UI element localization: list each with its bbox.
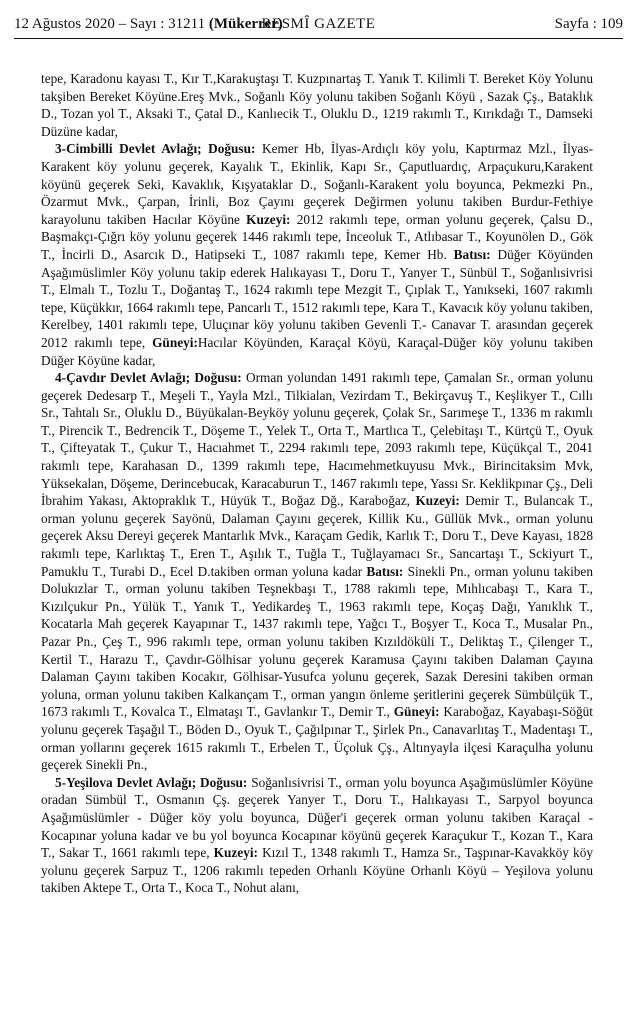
bold-heading: Batısı:	[366, 563, 404, 579]
paragraph-text: Sinekli Pn., orman yolunu takiben Dolukızlar T., orman yolunu takiben Teşnekbaşı T., 1788 rakımlı tepe, Mıhlıcabaşı T., Kara T., Kızılçukur Pn., Yülük T., Yanık T., Yedikardeş T., 1963 rakımlı tepe, Koçaş Dağı, Yanıklık T., Kocatarla Mah geçerek Kayapınar T., 1437 rakımlı tepe, Yağcı T., Boşyer T., Koca T., Musalar Pn., Pazar Pn., Çeş T., 996 rakımlı tepe, orman yolunu takiben Kızıldöküli T., Deliktaş T., Çilenger T., Kertil T., Harazu T., Çavdır-Gölhisar yolunu geçerek Karamusa Çayını takiben Dalaman Çayına Dalaman Çayını takiben Kocakır, Gölhisar-Yusufca yolunu geçerek, Sazak Deresini takiben orman yoluna, orman yolunu takiben Kalkançam T., orman yangın önleme şeritlerini geçerek Sümbülçük T., 1673 rakımlı T., Kovalca T., Elmataşı T., Gavlankır T., Demir T.,	[41, 563, 593, 720]
paragraph	[41, 774, 593, 897]
paragraph-text: Soğanlısivrisi T., orman yolu boyunca Aşağımüslümler Köyüne oradan Sümbül T., Osmanın Çş. geçerek Yanyer T., Doru T., Halıkayası T., Sarpyol boyunca Aşağımüslümler - Düğer köy yolu boyunca, Düğer'i geçerek orman yolunu takiben Karaçal - Kocapınar yoluna kadar ve bu yol boyunca Kocapınar köyünü geçerek Karaçukur T., Kozan T., Kara T., Sakar T., 1661 rakımlı tepe,	[41, 774, 593, 861]
document-body	[41, 70, 593, 897]
header-title: RESMÎ GAZETE	[261, 16, 376, 32]
header-rule	[14, 38, 623, 39]
bold-heading: 5-Yeşilova Devlet Avlağı; Doğusu:	[55, 774, 248, 790]
paragraph-text: tepe, Karadonu kayası T., Kır T.,Karakuştaşı T. Kuzpınartaş T. Yanık T. Kilimli T. Bereket Köy Yolunu takşiben Bereket Köyüne.Ereş Mvk., Soğanlı Köy yolunu takiben Soğanlı Köyü , Sazak Çş., Bataklık D., Tozan yol T., Aksaki T., Çatal D., Kanlıecik T., Oluklu D., 1219 rakımlı T., Kırıkdağı T., Damseki Düzüne kadar,	[41, 71, 593, 139]
page-header	[14, 14, 623, 38]
header-page-number: Sayfa : 109	[554, 16, 623, 32]
bold-heading: Batısı:	[453, 246, 491, 262]
paragraph-text: Kızıl T., 1348 rakımlı T., Hamza Sr., Taşpınar-Kavakköy köy yolunu geçerek Sarpuz T., 1206 rakımlı tepeden Orhanlı Köyüne Orhanlı Köyü – Yeşilova yolunu takiben Aktepe T., Orta T., Koca T., Nohut alanı,	[41, 845, 593, 896]
bold-heading: Kuzeyi:	[213, 845, 258, 861]
bold-heading: 4-Çavdır Devlet Avlağı; Doğusu:	[55, 370, 242, 386]
bold-heading: Kuzeyi:	[246, 211, 291, 227]
bold-heading: Kuzeyi:	[415, 493, 460, 509]
paragraph	[41, 140, 593, 369]
paragraph	[41, 70, 593, 140]
header-mukerrer: (Mükerrer)	[208, 16, 283, 32]
bold-heading: Güneyi:	[393, 704, 440, 720]
paragraph-text: Hacılar Köyünden, Karaçal Köyü, Karaçal-Düğer köy yolunu takiben Düğer Köyüne kadar,	[41, 334, 594, 368]
paragraph-text: 2012 rakımlı tepe, orman yolunu geçerek, Çalsu D., Başmakçı-Çığrı köy yolunu geçerek 1446 rakımlı tepe, İnceoluk T., Atlıbasar T., Koyunölen D., Gök T., İncirli D., Asarcık D., Hatipseki T., 1087 rakımlı tepe, Kemer Hb.	[41, 211, 593, 262]
paragraph	[41, 369, 593, 774]
header-date-text: 12 Ağustos 2020 – Sayı : 31211	[14, 16, 206, 32]
paragraph-text: Kemer Hb, İlyas-Ardıçlı köy yolu, Kaptırmaz Mzl., İlyas-Karakent köy yolunu geçerek, Kayalık T., Ekinlik, Kapı Sr., Çaputluardıç, Arpaçukuru,Karakent köyünü geçerek Seki, Kavaklık, Kışyataklar D., Soğanlı-Karakent yolu boyunca, Pekmezki Pn., Özarmut Mvk., Çarpan, İrinli, Boz Çayını geçerek Değirmen yolunu takiben Burdur-Fethiye karayolunu takiben Hacılar Köyüne	[41, 141, 593, 227]
paragraph-text: Demir T., Bulancak T., orman yolunu geçerek Sayönü, Dalaman Çayını geçerek, Killik Ku., Güllük Mvk., orman yolunu geçerek Aksu Dereyi geçerek Mantarlık Mvk., Karaçam Gedik, Karlık T:, Doru T., Deve Kayası, 1828 rakımlı tepe, Karlıktaş T., Eren T., Aşılık T., Tuğla T., Tuğlayamacı Sr., Sancartaşı T., Sckiyurt T., Pamuklu T., Turabi D., Ecel D.takiben orman yoluna kadar	[41, 493, 593, 579]
paragraph-text: Düğer Köyünden Aşağımüslimler Köy yolunu takip ederek Halıkayası T., Doru T., Yanyer T., Sünbül T., Soğanlısivrisi T., Elmalı T., Tozlu T., Doğantaş T., 1624 rakımlı tepe Mezgit T., Çıplak T., Yanıkseki, 1607 rakımlı tepe, Küçükkır, 1664 rakımlı tepe, Pancarlı T., 1512 rakımlı tepe, Kara T., Kavacık köy yolunu takiben, Kerelbey, 1401 rakımlı tepe, Uluçınar köy yolunu takiben Gevenli T.- Canavar T. arasından geçerek 2012 rakımlı tepe,	[41, 246, 593, 350]
paragraph-text: Orman yolundan 1491 rakımlı tepe, Çamalan Sr., orman yolunu geçerek Dedesarp T., Meşeli T., Yayla Mzl., Tilkialan, Vezirdam T., Bekirçavuş T., Keşlikyer T., Cıllı Sr., Tahtalı Sr., Oluklu D., Büyükalan-Beyköy yolunu geçerek, Çolak Sr., Sarımeşe T., 1336 m rakımlı T., Pirencik T., Bedrencik T., Döşeme T., Yelek T., Orta T., Martlıca T., Çelebitaşı T., Kürtçü T., Oyuk T., Çifteyatak T., Çukur T., Hacıahmet T., 2294 rakımlı tepe, 2093 rakımlı tepe, Küçükçal T., 2041 rakımlı tepe, Karahasan D., 1399 rakımlı tepe, Hacımehmetkuyusu Mvk., Birincitaksim Mvk, Yüksekalan, Döşeme, Derincebucak, Karacaburun T., 1467 rakımlı tepe, Yassı Sr. Keklikpınar Çş., Deli İbrahim Yakası, Aktopraklık T., Hüyük T., Boğaz Dğ., Karaboğaz,	[41, 370, 594, 509]
paragraph-text: Karaboğaz, Kayabaşı-Söğüt yolunu geçerek Taşağıl T., Böden D., Oyuk T., Çağılpınar T., Şirlek Pn., Canavarlıtaş T., Madentaşı T., orman yollarını geçerek 1615 rakımlı T., Erbelen T., Üçoluk Çş., Altınyayla ilçesi Karaçulha yolunu geçerek Sinekli Pn.,	[41, 704, 593, 773]
bold-heading: 3-Cimbilli Devlet Avlağı; Doğusu:	[55, 141, 256, 157]
bold-heading: Güneyi:	[152, 334, 198, 350]
